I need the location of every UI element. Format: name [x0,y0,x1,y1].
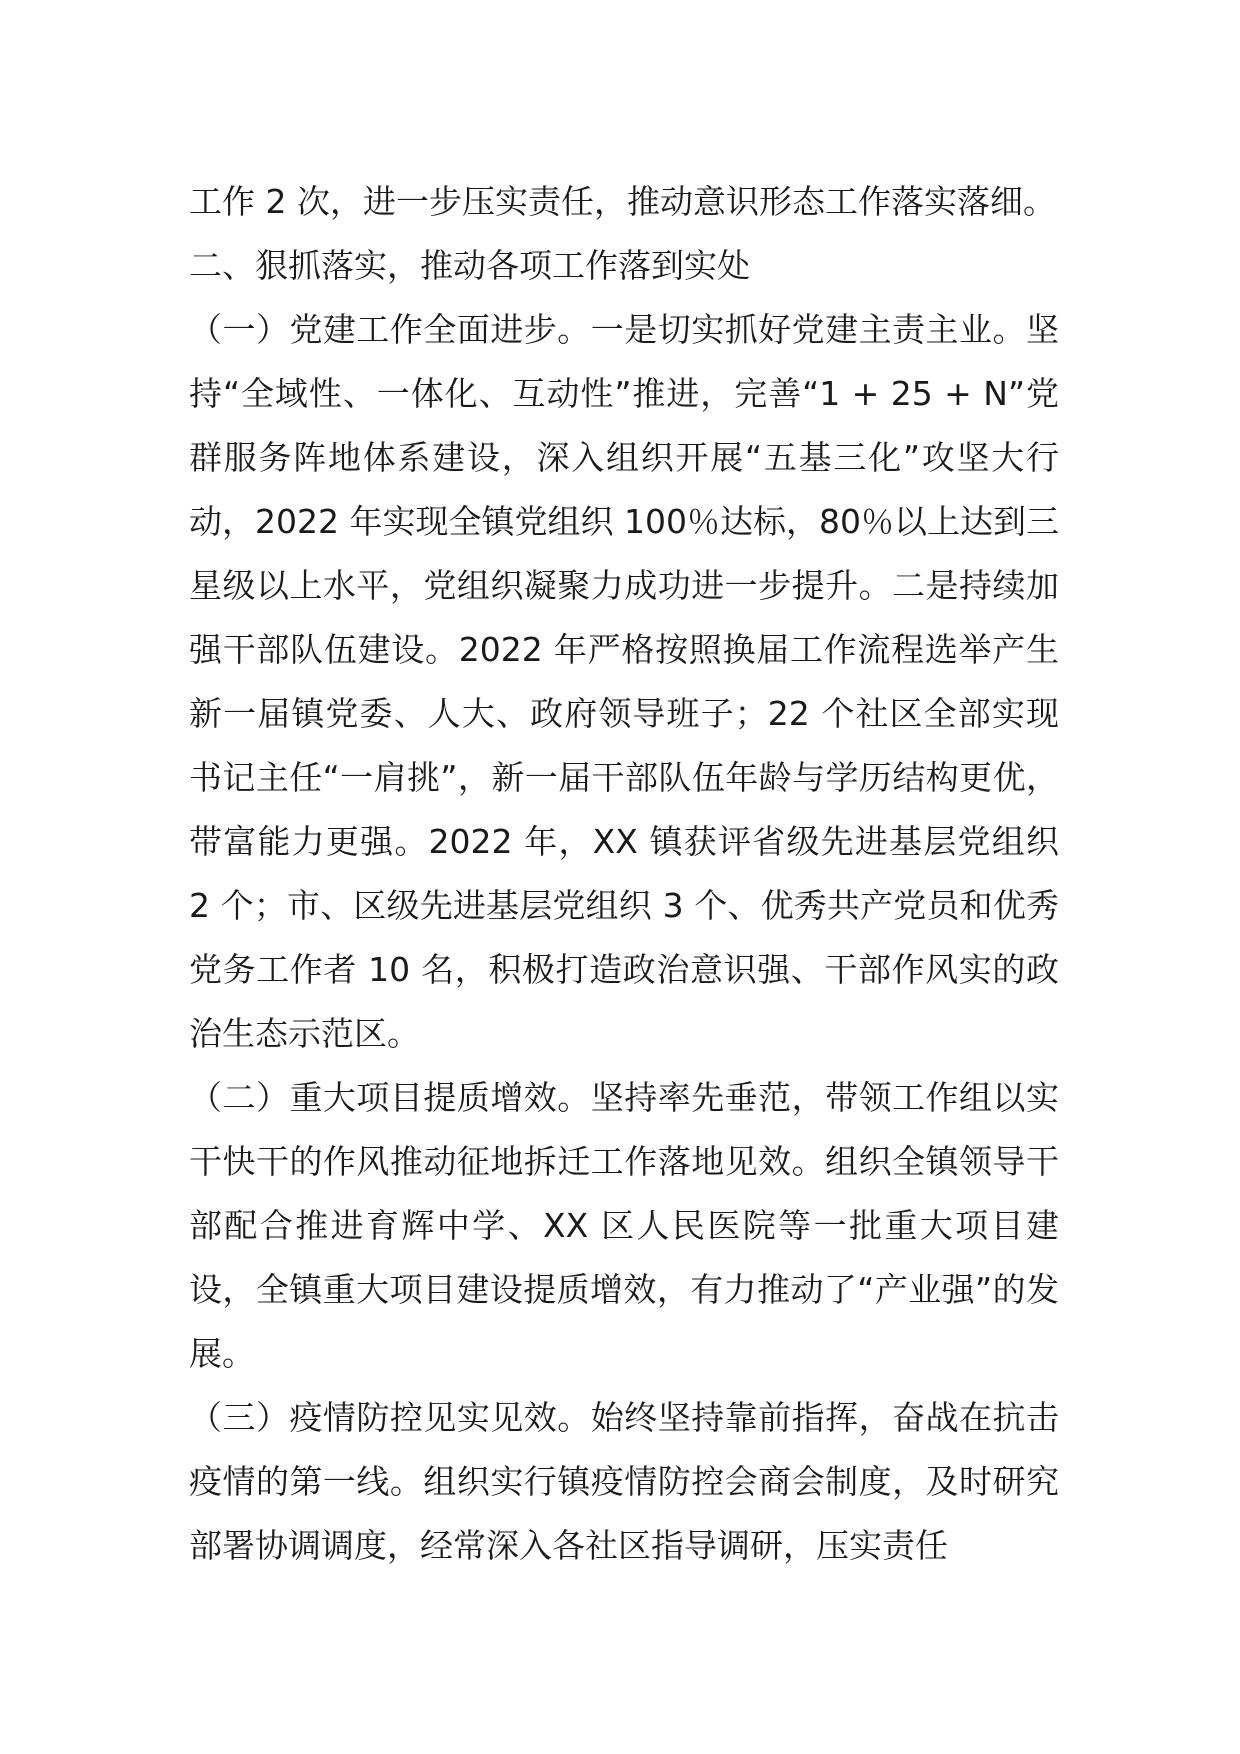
section-heading: 二、狠抓落实，推动各项工作落到实处 [189,246,750,285]
paragraph-continuation: 工作 2 次，进一步压实责任，推动意识形态工作落实落细。 [189,182,1056,221]
paragraph-major-projects: （二）重大项目提质增效。坚持率先垂范，带领工作组以实干快干的作风推动征地拆迁工作落地见效。组织全镇领导干部配合推进育辉中学、XX 区人民医院等一批重大项目建设，全镇重大项目建设提质增效，有力推动了“产业强”的发展。 [189,1078,1059,1373]
document-page [189,170,1059,1578]
paragraph-party-building: （一）党建工作全面进步。一是切实抓好党建主责主业。坚持“全域性、一体化、互动性”推进，完善“1 + 25 + N”党群服务阵地体系建设，深入组织开展“五基三化”攻坚大行动，2022 年实现全镇党组织 100％达标，80％以上达到三星级以上水平，党组织凝聚力成功进一步提升。二是持续加强干部队伍建设。2022 年严格按照换届工作流程选举产生新一届镇党委、人大、政府领导班子；22 个社区全部实现书记主任“一肩挑”，新一届干部队伍年龄与学历结构更优，带富能力更强。2022 年，XX 镇获评省级先进基层党组织 2 个；市、区级先进基层党组织 3 个、优秀共产党员和优秀党务工作者 10 名，积极打造政治意识强、干部作风实的政治生态示范区。 [189,310,1059,1053]
paragraph-epidemic-control: （三）疫情防控见实见效。始终坚持靠前指挥，奋战在抗击疫情的第一线。组织实行镇疫情防控会商会制度，及时研究部署协调调度，经常深入各社区指导调研，压实责任 [189,1398,1059,1565]
